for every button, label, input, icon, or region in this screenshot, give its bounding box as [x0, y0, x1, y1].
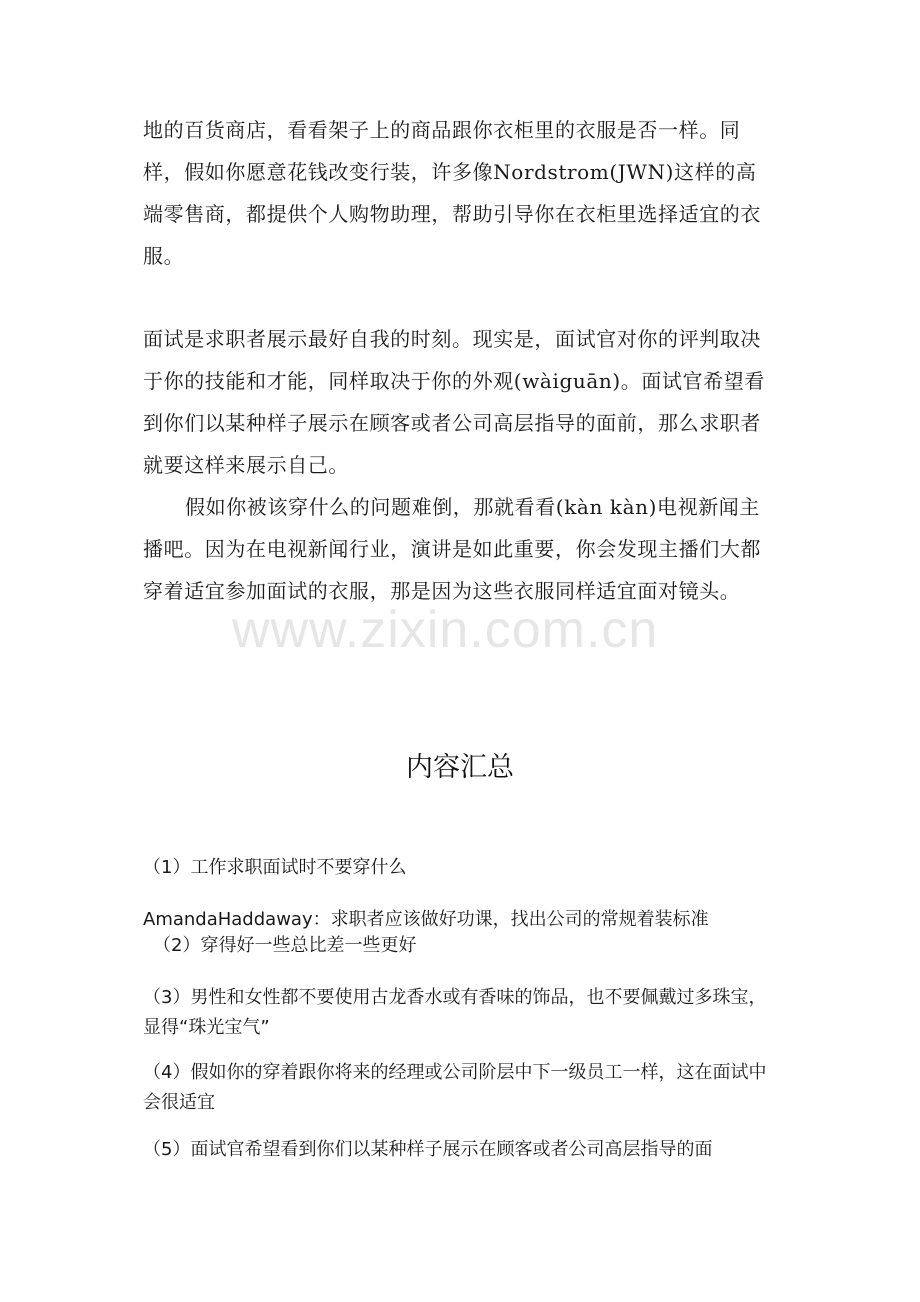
summary-item: （3）男性和女性都不要使用古龙香水或有香味的饰品，也不要佩戴过多珠宝，显得“珠光宝气”: [143, 987, 767, 1038]
watermark: www.zixin.com.cn: [232, 601, 659, 659]
summary-item: AmandaHaddaway：求职者应该做好功课，找出公司的常规着装标准: [143, 909, 709, 930]
section-title: 内容汇总: [406, 752, 514, 783]
body-paragraph-2: 面试是求职者展示最好自我的时刻。现实是，面试官对你的评判取决于你的技能和才能，同样取决于你的外观(wàiguān)。面试官希望看到你们以某种样子展示在顾客或者公司高层指导的面前，那么求职者就要这样来展示自己。: [143, 327, 765, 477]
summary-item: （2）穿得好一些总比差一些更好: [153, 935, 417, 956]
body-paragraph-1: 地的百货商店，看看架子上的商品跟你衣柜里的衣服是否一样。同样，假如你愿意花钱改变行装，许多像Nordstrom(JWN)这样的高端零售商，都提供个人购物助理，帮助引导你在衣柜里选择适宜的衣服。: [143, 118, 761, 268]
summary-item: （1）工作求职面试时不要穿什么: [143, 857, 407, 878]
summary-item: （4）假如你的穿着跟你将来的经理或公司阶层中下一级员工一样，这在面试中会很适宜: [143, 1062, 767, 1113]
body-paragraph-3: 假如你被该穿什么的问题难倒，那就看看(kàn kàn)电视新闻主播吧。因为在电视新闻行业，演讲是如此重要，你会发现主播们大都穿着适宜参加面试的衣服，那是因为这些衣服同样适宜面对镜头。: [143, 495, 761, 603]
summary-item: （5）面试官希望看到你们以某种样子展示在顾客或者公司高层指导的面: [143, 1139, 713, 1160]
